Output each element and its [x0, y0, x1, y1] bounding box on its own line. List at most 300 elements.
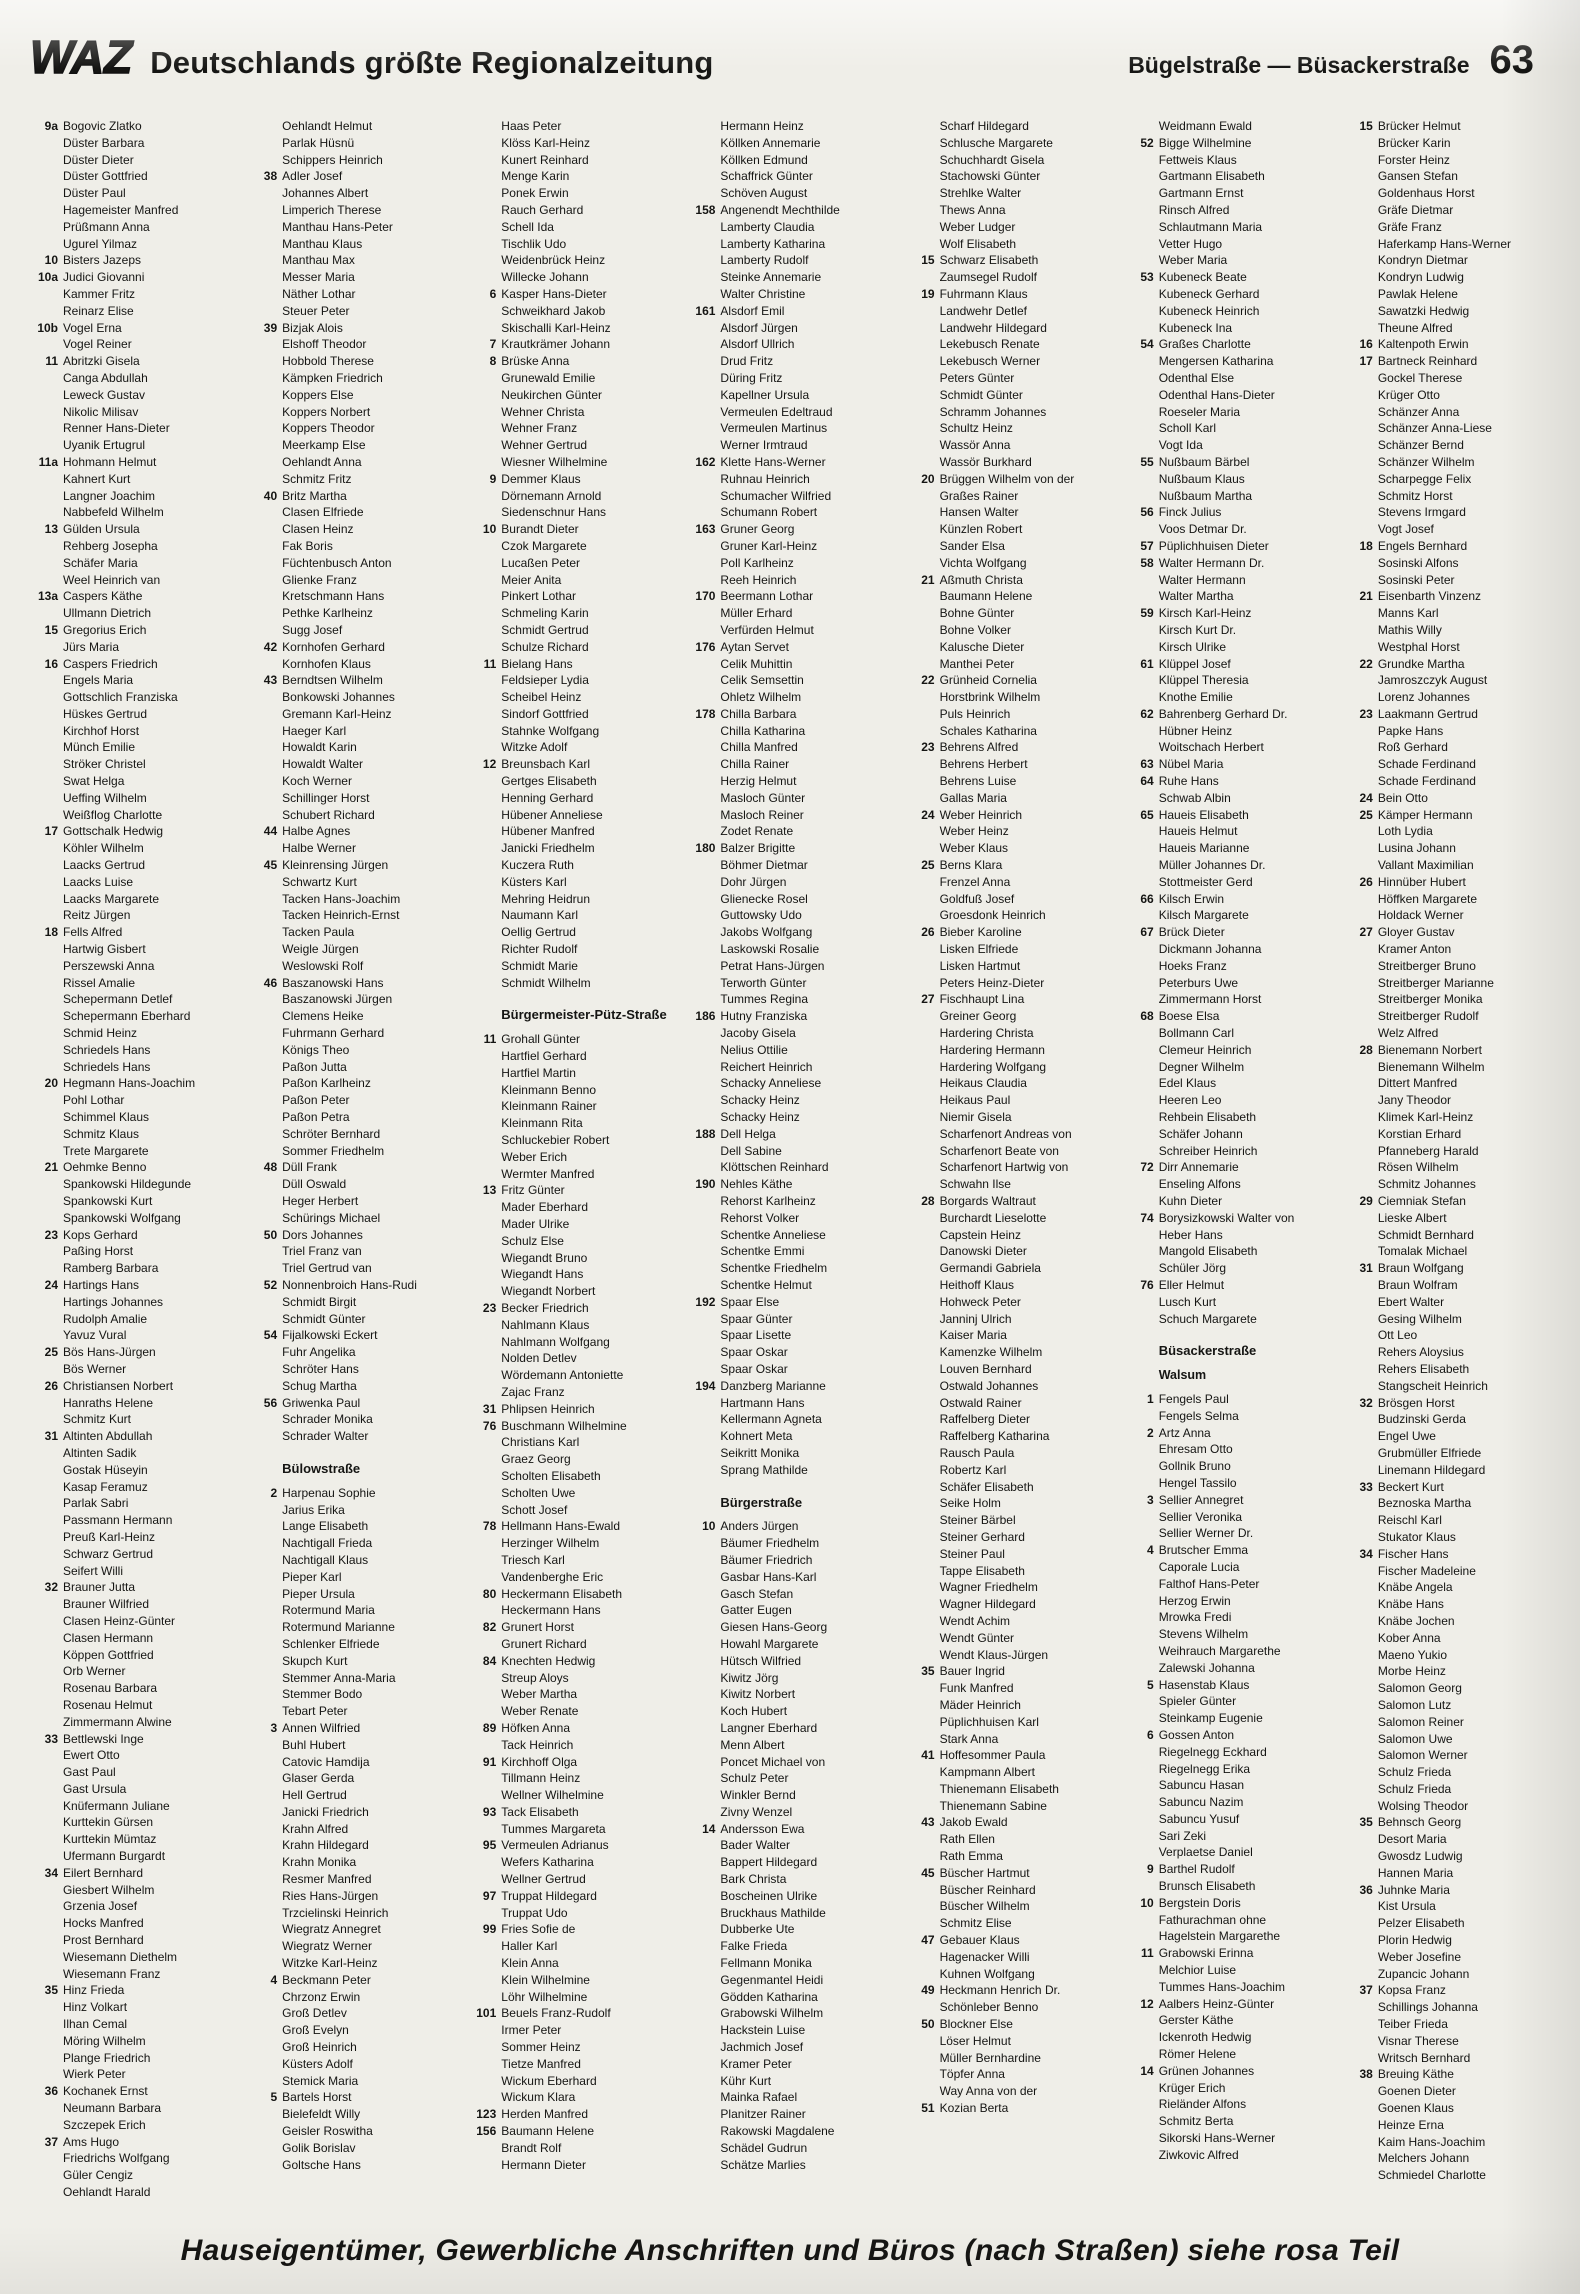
- resident-name: Rotermund Marianne: [282, 1620, 395, 1635]
- directory-entry: [466, 1031, 675, 1048]
- directory-entry: [28, 773, 237, 790]
- directory-entry: [466, 941, 675, 958]
- directory-entry: [28, 1764, 237, 1781]
- directory-entry: [1124, 656, 1333, 673]
- resident-name: Howahl Margarete: [720, 1636, 819, 1651]
- directory-entry: [1124, 588, 1333, 605]
- directory-entry: [685, 320, 894, 337]
- resident-name: Köppen Gottfried: [63, 1647, 154, 1662]
- house-number: 11: [483, 1032, 497, 1047]
- resident-name: Parlak Sabri: [63, 1496, 129, 1511]
- resident-name: Gottschalk Hedwig: [63, 824, 164, 839]
- resident-name: Fischer Madeleine: [1377, 1563, 1476, 1578]
- resident-name: Behrens Alfred: [939, 740, 1019, 755]
- resident-name: Roß Gerhard: [1377, 740, 1448, 755]
- directory-entry: [905, 656, 1114, 673]
- house-number: 33: [1359, 1479, 1373, 1494]
- resident-name: Rath Emma: [939, 1849, 1003, 1864]
- directory-entry: [905, 1159, 1114, 1176]
- directory-entry: [1343, 1865, 1552, 1882]
- resident-name: Sari Zeki: [1158, 1828, 1207, 1843]
- directory-entry: [247, 958, 456, 975]
- resident-name: Bös Hans-Jürgen: [63, 1345, 156, 1360]
- directory-entry: [685, 488, 894, 505]
- resident-name: Clasen Elfriede: [282, 505, 364, 520]
- resident-name: Reitz Jürgen: [63, 908, 131, 923]
- resident-name: Lekebusch Werner: [939, 354, 1041, 369]
- directory-entry: [247, 336, 456, 353]
- directory-entry: [1343, 236, 1552, 253]
- directory-entry: [905, 1395, 1114, 1412]
- resident-name: Kaiser Maria: [939, 1328, 1007, 1343]
- resident-name: Kaltenpoth Erwin: [1377, 337, 1469, 352]
- resident-name: Drud Fritz: [720, 354, 774, 369]
- directory-entry: [1124, 471, 1333, 488]
- resident-name: Neumann Barbara: [63, 2101, 162, 2116]
- directory-entry: [247, 320, 456, 337]
- directory-entry: [1343, 1747, 1552, 1764]
- directory-entry: [247, 639, 456, 656]
- resident-name: Chilla Katharina: [720, 723, 806, 738]
- directory-entry: [685, 1737, 894, 1754]
- resident-name: Bruckhaus Mathilde: [720, 1905, 826, 1920]
- directory-entry: [28, 1193, 237, 1210]
- resident-name: Weel Heinrich van: [63, 572, 161, 587]
- directory-entry: [685, 756, 894, 773]
- resident-name: Paßon Jutta: [282, 1059, 347, 1074]
- resident-name: Klüppel Josef: [1158, 656, 1231, 671]
- resident-name: Hartings Johannes: [63, 1294, 164, 1309]
- resident-name: Fengels Paul: [1158, 1391, 1229, 1406]
- directory-entry: [1343, 1075, 1552, 1092]
- resident-name: Perszewski Anna: [63, 958, 155, 973]
- house-number: 170: [695, 589, 716, 604]
- resident-name: Näther Lothar: [282, 286, 356, 301]
- directory-entry: [1124, 1559, 1333, 1576]
- resident-name: Höfken Anna: [501, 1720, 570, 1735]
- resident-name: Meerkamp Else: [282, 438, 366, 453]
- resident-name: Behrens Luise: [939, 774, 1017, 789]
- directory-entry: [466, 807, 675, 824]
- directory-entry: [247, 1193, 456, 1210]
- directory-entry: [1343, 907, 1552, 924]
- directory-entry: [1343, 538, 1552, 555]
- resident-name: Richter Rudolf: [501, 942, 578, 957]
- directory-entry: [28, 370, 237, 387]
- resident-name: Rudolph Amalie: [63, 1311, 148, 1326]
- directory-entry: [1124, 1294, 1333, 1311]
- directory-entry: [1343, 135, 1552, 152]
- resident-name: Herzog Erwin: [1158, 1593, 1231, 1608]
- resident-name: Krautkrämer Johann: [501, 337, 611, 352]
- directory-entry: [28, 1680, 237, 1697]
- resident-name: Graßes Charlotte: [1158, 337, 1251, 352]
- directory-entry: [247, 1395, 456, 1412]
- resident-name: Sprang Mathilde: [720, 1462, 808, 1477]
- directory-entry: [685, 1025, 894, 1042]
- house-number: 11: [483, 656, 497, 671]
- house-number: 8: [489, 354, 497, 369]
- resident-name: Schmitz Kurt: [63, 1412, 132, 1427]
- directory-entry: [905, 471, 1114, 488]
- directory-entry: [1124, 1727, 1333, 1744]
- resident-name: Blockner Else: [939, 2017, 1013, 2032]
- resident-name: Ehresam Otto: [1158, 1442, 1233, 1457]
- house-number: 37: [44, 2134, 58, 2149]
- resident-name: Gallas Maria: [939, 790, 1007, 805]
- directory-entry: [466, 2039, 675, 2056]
- directory-entry: [247, 1411, 456, 1428]
- directory-entry: [905, 2033, 1114, 2050]
- resident-name: Wolf Elisabeth: [939, 236, 1017, 251]
- resident-name: Grünen Johannes: [1158, 2063, 1255, 2078]
- resident-name: Spieler Günter: [1158, 1694, 1237, 1709]
- resident-name: Bielefeldt Willy: [282, 2107, 361, 2122]
- resident-name: Schacky Heinz: [720, 1093, 800, 1108]
- resident-name: Burandt Dieter: [501, 522, 579, 537]
- directory-entry: [247, 1619, 456, 1636]
- resident-name: Schuchhardt Gisela: [939, 152, 1045, 167]
- house-number: 178: [695, 706, 716, 721]
- resident-name: Wefers Katharina: [501, 1855, 594, 1870]
- resident-name: Schmidt Wilhelm: [501, 975, 591, 990]
- directory-entry: [466, 1821, 675, 1838]
- house-number: 10: [44, 253, 58, 268]
- resident-name: Düll Oswald: [282, 1177, 347, 1192]
- resident-name: Borgards Waltraut: [939, 1194, 1036, 1208]
- directory-entry: [1343, 303, 1552, 320]
- resident-name: Kalusche Dieter: [939, 639, 1025, 654]
- house-number: 3: [1147, 1492, 1154, 1507]
- resident-name: Wellner Wilhelmine: [501, 1788, 604, 1803]
- resident-name: Howaldt Karin: [282, 740, 357, 755]
- directory-entry: [1124, 1643, 1333, 1660]
- directory-entry: [466, 2005, 675, 2022]
- resident-name: Krahn Hildegard: [282, 1838, 369, 1853]
- house-number: 161: [695, 303, 716, 318]
- resident-name: Dors Johannes: [282, 1227, 363, 1242]
- directory-entry: [247, 1636, 456, 1653]
- directory-entry: [685, 991, 894, 1008]
- directory-entry: [1343, 1630, 1552, 1647]
- directory-entry: [1124, 1912, 1333, 1929]
- directory-entry: [905, 269, 1114, 286]
- directory-entry: [1124, 958, 1333, 975]
- house-number: 58: [1140, 555, 1154, 570]
- directory-entry: [685, 857, 894, 874]
- directory-entry: [905, 1462, 1114, 1479]
- directory-entry: [28, 1731, 237, 1748]
- directory-entry: [1343, 2083, 1552, 2100]
- directory-entry: [1343, 1613, 1552, 1630]
- directory-entry: [1343, 1411, 1552, 1428]
- directory-entry: [247, 1569, 456, 1586]
- resident-name: Streitberger Monika: [1377, 992, 1483, 1007]
- directory-entry: [466, 1720, 675, 1737]
- directory-entry: [685, 521, 894, 538]
- directory-entry: [28, 1529, 237, 1546]
- directory-entry: [905, 672, 1114, 689]
- resident-name: Sugg Josef: [282, 622, 343, 637]
- directory-entry: [247, 1260, 456, 1277]
- directory-entry: [1124, 807, 1333, 824]
- directory-entry: [905, 874, 1114, 891]
- house-number: 26: [921, 925, 935, 940]
- directory-entry: [905, 840, 1114, 857]
- directory-entry: [685, 1518, 894, 1535]
- directory-entry: [466, 1283, 675, 1300]
- resident-name: Hutny Franziska: [720, 1009, 808, 1024]
- resident-name: Wehner Gertrud: [501, 438, 588, 453]
- directory-entry: [466, 572, 675, 589]
- resident-name: Salomon Uwe: [1377, 1731, 1453, 1746]
- directory-entry: [247, 1008, 456, 1025]
- resident-name: Hermann Dieter: [501, 2157, 586, 2172]
- resident-name: Paßing Horst: [63, 1244, 134, 1259]
- directory-entry: [466, 404, 675, 421]
- resident-name: Sommer Heinz: [501, 2040, 581, 2055]
- house-number: 6: [1147, 1727, 1154, 1742]
- house-number: 24: [44, 1277, 58, 1292]
- resident-name: Spaar Oskar: [720, 1345, 788, 1360]
- directory-entry: [1124, 773, 1333, 790]
- directory-entry: [466, 236, 675, 253]
- directory-entry: [1343, 924, 1552, 941]
- house-number: 34: [1359, 1546, 1373, 1561]
- house-number: 45: [921, 1865, 935, 1880]
- house-number: 31: [482, 1401, 497, 1416]
- directory-entry: [1124, 2046, 1333, 2063]
- directory-entry: [1124, 1092, 1333, 1109]
- resident-name: Beznoska Martha: [1377, 1496, 1472, 1511]
- directory-entry: [466, 1989, 675, 2006]
- directory-entry: [685, 1569, 894, 1586]
- house-number: 3: [270, 1720, 278, 1735]
- directory-entry: [1343, 605, 1552, 622]
- directory-entry: [1124, 303, 1333, 320]
- directory-entry: [1343, 588, 1552, 605]
- directory-entry: [247, 1025, 456, 1042]
- directory-entry: [247, 185, 456, 202]
- directory-entry: [905, 941, 1114, 958]
- resident-name: Groesdonk Heinrich: [939, 908, 1046, 923]
- resident-name: Fathurachman ohne: [1158, 1912, 1267, 1927]
- house-number: 176: [695, 639, 716, 654]
- directory-entry: [1124, 941, 1333, 958]
- directory-entry: [466, 202, 675, 219]
- directory-entry: [1124, 1408, 1333, 1425]
- directory-entry: [28, 1311, 237, 1328]
- resident-name: Hasenstab Klaus: [1158, 1677, 1250, 1692]
- directory-entry: [905, 622, 1114, 639]
- house-number: 64: [1140, 774, 1154, 789]
- resident-name: Spaar Günter: [720, 1311, 793, 1326]
- resident-name: Abritzki Gisela: [63, 354, 140, 369]
- resident-name: Truppat Hildegard: [501, 1888, 597, 1903]
- resident-name: Ams Hugo: [63, 2134, 120, 2149]
- directory-entry: [685, 353, 894, 370]
- resident-name: Halbe Agnes: [282, 824, 351, 839]
- directory-entry: [905, 1092, 1114, 1109]
- directory-entry: [247, 907, 456, 924]
- resident-name: Rath Ellen: [939, 1832, 995, 1847]
- resident-name: Sosinski Alfons: [1377, 555, 1459, 570]
- directory-entry: [1124, 1143, 1333, 1160]
- resident-name: Juhnke Maria: [1377, 1882, 1450, 1897]
- directory-entry: [28, 1882, 237, 1899]
- directory-entry: [685, 2157, 894, 2174]
- directory-entry: [466, 1149, 675, 1166]
- directory-entry: [685, 1260, 894, 1277]
- resident-name: Schultz Heinz: [939, 421, 1013, 436]
- resident-name: Grzenia Josef: [63, 1899, 138, 1914]
- resident-name: Chilla Barbara: [720, 706, 797, 721]
- resident-name: Mrowka Fredi: [1158, 1610, 1232, 1625]
- directory-entry: [247, 1955, 456, 1972]
- directory-entry: [1124, 1075, 1333, 1092]
- directory-entry: [466, 1636, 675, 1653]
- resident-name: Ugurel Yilmaz: [63, 236, 138, 251]
- resident-name: Triesch Karl: [501, 1552, 565, 1567]
- house-number: 48: [263, 1160, 278, 1175]
- directory-entry: [28, 521, 237, 538]
- directory-entry: [1124, 135, 1333, 152]
- directory-entry: [1124, 1159, 1333, 1176]
- directory-entry: [685, 907, 894, 924]
- resident-name: Brutscher Emma: [1158, 1543, 1249, 1558]
- resident-name: Salomon Georg: [1377, 1681, 1462, 1696]
- directory-entry: [1124, 1593, 1333, 1610]
- directory-entry: [466, 387, 675, 404]
- directory-entry: [1124, 1895, 1333, 1912]
- house-number: 162: [695, 454, 716, 469]
- resident-name: Raffelberg Dieter: [939, 1412, 1031, 1427]
- resident-name: Fritz Günter: [501, 1183, 565, 1198]
- resident-name: Aßmuth Christa: [939, 572, 1023, 587]
- directory-entry: [1343, 723, 1552, 740]
- house-number: 52: [263, 1277, 278, 1292]
- resident-name: Degner Wilhelm: [1158, 1059, 1245, 1074]
- directory-entry: [905, 924, 1114, 941]
- resident-name: Wehner Franz: [501, 421, 578, 436]
- directory-entry: [685, 656, 894, 673]
- house-number: 9: [1147, 1862, 1154, 1877]
- resident-name: Horstbrink Wilhelm: [939, 690, 1041, 705]
- directory-entry: [28, 1159, 237, 1176]
- house-number: 51: [921, 2101, 935, 2116]
- resident-name: Gertges Elisabeth: [501, 774, 597, 789]
- resident-name: Chrzonz Erwin: [282, 1989, 361, 2004]
- resident-name: Pfanneberg Harald: [1377, 1143, 1479, 1158]
- house-number: 42: [263, 639, 278, 654]
- resident-name: Rehers Aloysius: [1377, 1345, 1464, 1360]
- resident-name: Golik Borislav: [282, 2140, 356, 2155]
- directory-entry: [466, 1737, 675, 1754]
- directory-column: [1343, 118, 1552, 2201]
- resident-name: Dirr Annemarie: [1158, 1160, 1239, 1175]
- resident-name: Gödden Katharina: [720, 1989, 818, 2004]
- resident-name: Maeno Yukio: [1377, 1647, 1448, 1662]
- directory-entry: [905, 1865, 1114, 1882]
- directory-entry: [28, 1865, 237, 1882]
- resident-name: Aytan Servet: [720, 639, 789, 654]
- resident-name: Scharf Hildegard: [939, 119, 1029, 133]
- house-number: 49: [921, 1983, 935, 1998]
- resident-name: Gräfe Franz: [1377, 219, 1442, 234]
- resident-name: Koch Werner: [282, 774, 352, 789]
- directory-entry: [905, 1361, 1114, 1378]
- resident-name: Gerster Käthe: [1158, 2013, 1234, 2028]
- directory-entry: [466, 2157, 675, 2174]
- directory-entry: [247, 1804, 456, 1821]
- house-number: 24: [921, 807, 935, 822]
- house-number: 43: [263, 673, 278, 688]
- directory-entry: [1124, 2063, 1333, 2080]
- directory-entry: [685, 941, 894, 958]
- directory-entry: [247, 1535, 456, 1552]
- house-number: 163: [695, 522, 716, 537]
- directory-column: [247, 118, 456, 2201]
- directory-entry: [685, 2106, 894, 2123]
- resident-name: Fettweis Klaus: [1158, 152, 1237, 167]
- resident-name: Puls Heinrich: [939, 706, 1011, 721]
- resident-name: Schulz Else: [501, 1233, 564, 1248]
- directory-entry: [1124, 739, 1333, 756]
- directory-entry: [905, 958, 1114, 975]
- resident-name: Fischer Hans: [1377, 1546, 1449, 1561]
- directory-entry: [1343, 1260, 1552, 1277]
- house-number: 50: [263, 1227, 278, 1242]
- resident-name: Hansen Walter: [939, 505, 1019, 520]
- resident-name: Hübner Heinz: [1158, 723, 1233, 738]
- resident-name: Seikritt Monika: [720, 1445, 800, 1460]
- resident-name: Schott Josef: [501, 1502, 568, 1517]
- resident-name: Thienemann Sabine: [939, 1798, 1047, 1813]
- directory-entry: [905, 370, 1114, 387]
- resident-name: Rissel Amalie: [63, 975, 136, 990]
- resident-name: Kuhn Dieter: [1158, 1194, 1223, 1208]
- resident-name: Janicki Friedhelm: [501, 841, 595, 856]
- resident-name: Schaffrick Günter: [720, 169, 813, 184]
- resident-name: Schmidt Günter: [939, 387, 1023, 402]
- directory-entry: [466, 152, 675, 169]
- resident-name: Kiwitz Jörg: [720, 1670, 779, 1685]
- resident-name: Streitberger Marianne: [1377, 975, 1494, 990]
- directory-entry: [28, 404, 237, 421]
- resident-name: Schäfer Johann: [1158, 1126, 1243, 1141]
- directory-entry: [247, 219, 456, 236]
- resident-name: Oehlandt Helmut: [282, 119, 373, 133]
- directory-entry: [1124, 454, 1333, 471]
- resident-name: Swat Helga: [63, 774, 125, 789]
- resident-name: Kleinmann Rita: [501, 1116, 583, 1131]
- directory-entry: [905, 1882, 1114, 1899]
- resident-name: Fengels Selma: [1158, 1408, 1239, 1423]
- resident-name: Jürs Maria: [63, 639, 120, 654]
- directory-entry: [1343, 353, 1552, 370]
- resident-name: Bielang Hans: [501, 656, 573, 671]
- resident-name: Eller Helmut: [1158, 1277, 1225, 1292]
- resident-name: Dell Helga: [720, 1126, 776, 1141]
- resident-name: Hagenacker Willi: [939, 1949, 1030, 1964]
- house-number: 13: [482, 1183, 497, 1198]
- house-number: 89: [482, 1720, 497, 1735]
- resident-name: Winkler Bernd: [720, 1788, 796, 1803]
- resident-name: Goenen Klaus: [1377, 2101, 1454, 2116]
- resident-name: Kämpken Friedrich: [282, 370, 383, 385]
- resident-name: Grünheid Cornelia: [939, 673, 1037, 688]
- house-number: 15: [1359, 119, 1373, 133]
